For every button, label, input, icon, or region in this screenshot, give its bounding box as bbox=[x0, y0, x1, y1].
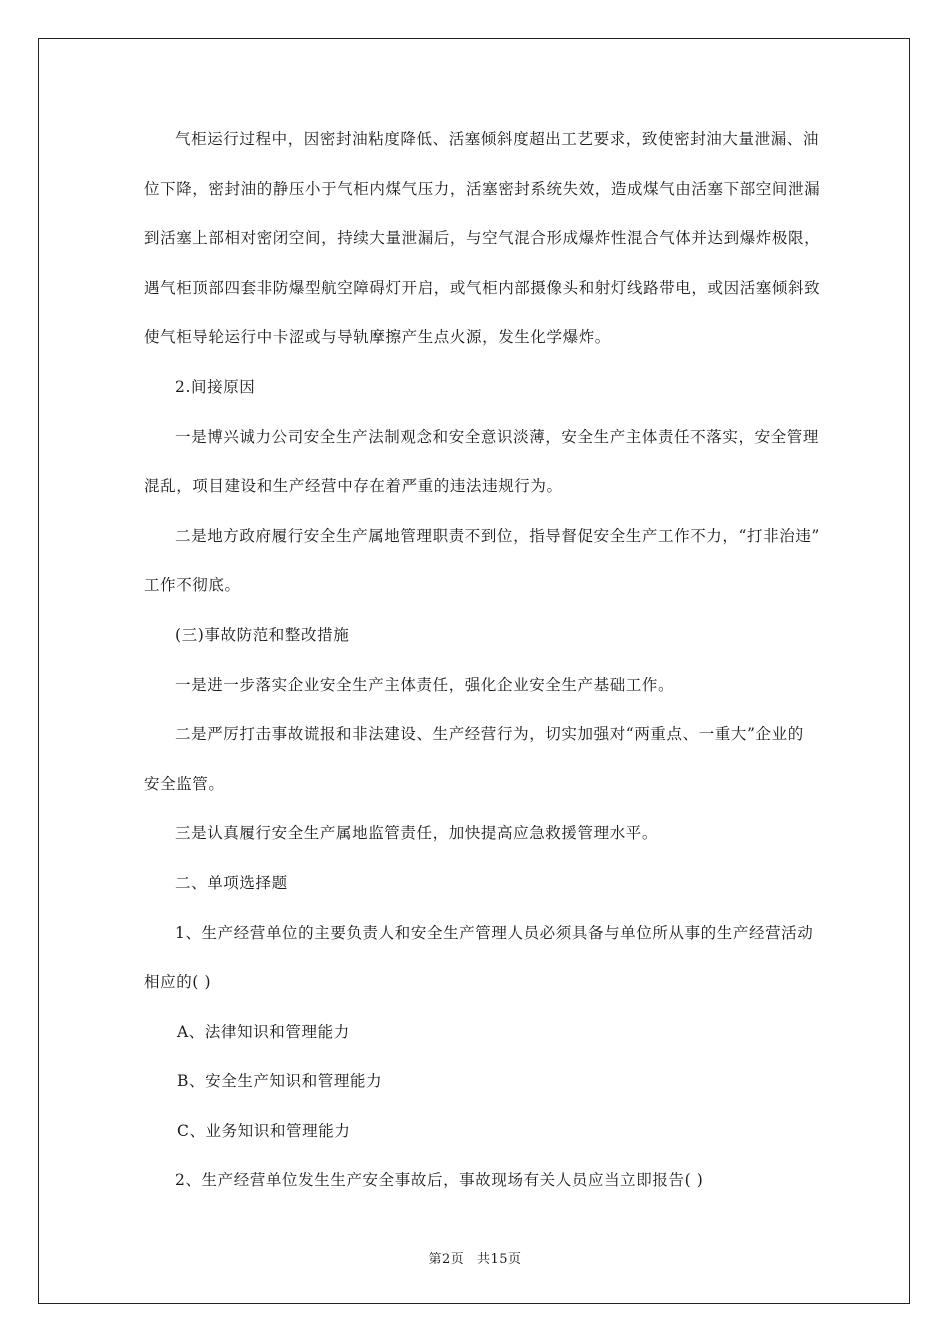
paragraph-line: 遇气柜顶部四套非防爆型航空障碍灯开启，或气柜内部摄像头和射灯线路带电，或因活塞倾斜致 bbox=[144, 278, 821, 297]
paragraph-line: 二是地方政府履行安全生产属地管理职责不到位，指导督促安全生产工作不力，“打非治违” bbox=[175, 526, 820, 545]
page-total: 共15页 bbox=[476, 1252, 522, 1267]
page-footer bbox=[0, 1248, 950, 1267]
document-body bbox=[144, 122, 821, 1213]
section-heading: 2.间接原因 bbox=[175, 377, 256, 396]
answer-option: A、法律知识和管理能力 bbox=[177, 1022, 350, 1041]
paragraph-line: 一是博兴诚力公司安全生产法制观念和安全意识淡薄，安全生产主体责任不落实，安全管理 bbox=[175, 427, 820, 446]
paragraph-line: 三是认真履行安全生产属地监管责任，加快提高应急救援管理水平。 bbox=[175, 824, 659, 843]
paragraph-line: 位下降，密封油的静压小于气柜内煤气压力，活塞密封系统失效，造成煤气由活塞下部空间泄漏 bbox=[144, 179, 821, 198]
paragraph-line: 气柜运行过程中，因密封油粘度降低、活塞倾斜度超出工艺要求，致使密封油大量泄漏、油 bbox=[175, 130, 820, 148]
paragraph-line: 工作不彻底。 bbox=[144, 576, 241, 595]
paragraph-line: 一是进一步落实企业安全生产主体责任，强化企业安全生产基础工作。 bbox=[175, 675, 675, 694]
section-heading: (三)事故防范和整改措施 bbox=[175, 625, 350, 644]
question-text: 1、生产经营单位的主要负责人和安全生产管理人员必须具备与单位所从事的生产经营活动 bbox=[175, 923, 814, 942]
page-number: 第2页 bbox=[428, 1252, 465, 1267]
answer-option: B、安全生产知识和管理能力 bbox=[177, 1072, 383, 1091]
answer-option: C、业务知识和管理能力 bbox=[177, 1121, 351, 1140]
paragraph-line: 二是严厉打击事故谎报和非法建设、生产经营行为，切实加强对“两重点、一重大”企业的 bbox=[175, 725, 804, 744]
question-text: 2、生产经营单位发生生产安全事故后，事故现场有关人员应当立即报告( ) bbox=[175, 1171, 704, 1190]
paragraph-line: 混乱，项目建设和生产经营中存在着严重的违法违规行为。 bbox=[144, 477, 563, 496]
section-heading: 二、单项选择题 bbox=[175, 873, 288, 892]
question-text: 相应的( ) bbox=[144, 973, 212, 992]
paragraph-line: 到活塞上部相对密闭空间，持续大量泄漏后，与空气混合形成爆炸性混合气体并达到爆炸极限， bbox=[144, 229, 821, 248]
paragraph-line: 安全监管。 bbox=[144, 774, 225, 793]
paragraph-line: 使气柜导轮运行中卡涩或与导轨摩擦产生点火源，发生化学爆炸。 bbox=[144, 328, 611, 347]
